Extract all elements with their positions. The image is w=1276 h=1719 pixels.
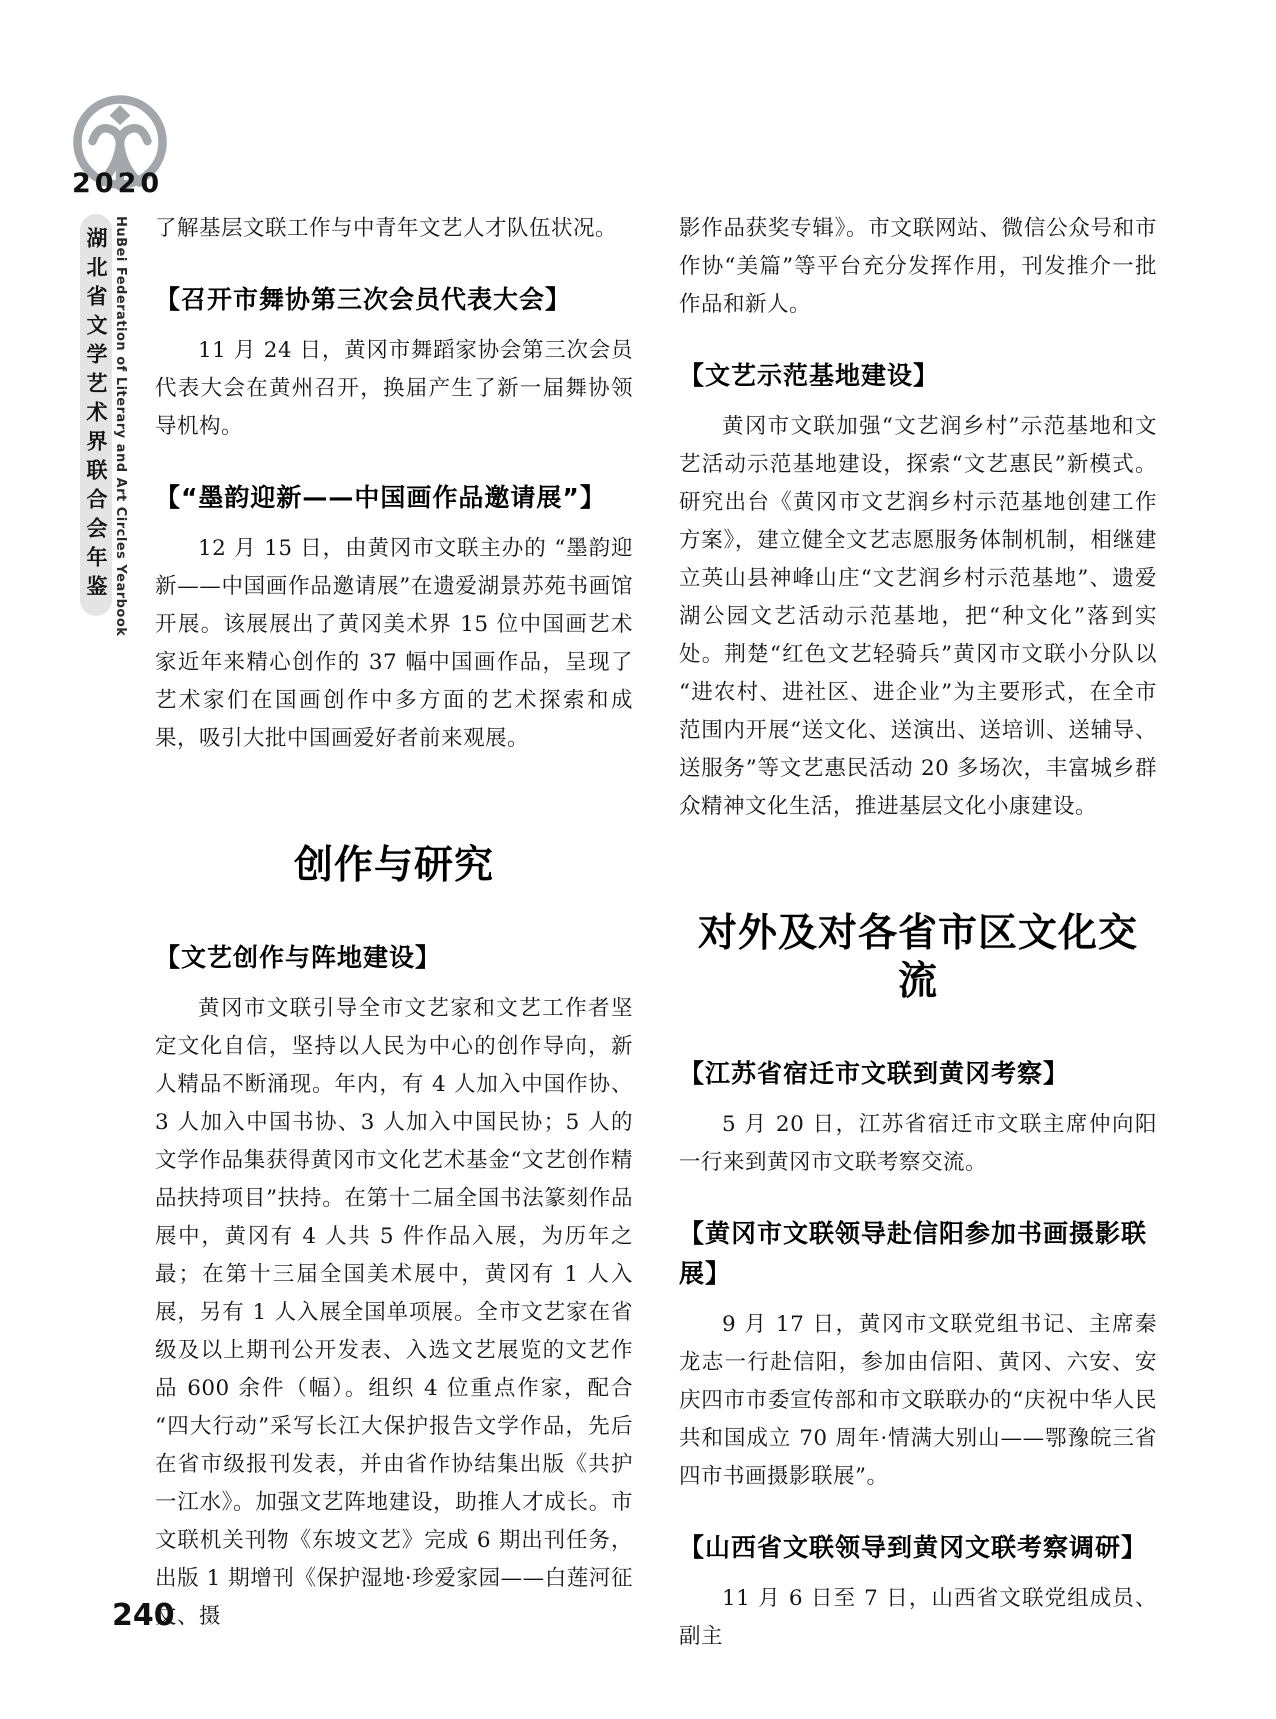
left-column — [155, 210, 633, 1636]
edition-year: 2020 — [72, 168, 164, 199]
body-paragraph: 12 月 15 日，由黄冈市文联主办的 “墨韵迎新——中国画作品邀请展”在遗爱湖景苏苑书画馆开展。该展展出了黄冈美术界 15 位中国画艺术家近年来精心创作的 37 幅中国画作品，呈现了艺术家们在国画创作中多方面的艺术探索和成果，吸引大批中国画爱好者前来观展。 — [155, 536, 633, 751]
entry-heading: 【黄冈市文联领导赴信阳参加书画摄影联展】 — [679, 1219, 1148, 1288]
entry-heading: 【文艺示范基地建设】 — [679, 361, 940, 390]
sidebar-title-cn: 湖北省文学艺术界联合会年鉴 — [80, 214, 112, 616]
section-title: 创作与研究 — [293, 843, 494, 888]
section-title: 对外及对各省市区文化交流 — [697, 911, 1138, 1004]
body-paragraph: 11 月 6 日至 7 日，山西省文联党组成员、副主 — [679, 1586, 1157, 1649]
entry-heading: 【山西省文联领导到黄冈文联考察调研】 — [679, 1533, 1148, 1562]
entry-heading: 【江苏省宿迁市文联到黄冈考察】 — [679, 1059, 1070, 1088]
body-paragraph: 黄冈市文联加强“文艺润乡村”示范基地和文艺活动示范基地建设，探索“文艺惠民”新模式。研究出台《黄冈市文艺润乡村示范基地创建工作方案》，建立健全文艺志愿服务体制机制，相继建立英山县神峰山庄“文艺润乡村示范基地”、遗爱湖公园文艺活动示范基地，把“种文化”落到实处。荆楚“红色文艺轻骑兵”黄冈市文联小分队以“进农村、进社区、进企业”为主要形式，在全市范围内开展“送文化、送演出、送培训、送辅导、送服务”等文艺惠民活动 20 多场次，丰富城乡群众精神文化生活，推进基层文化小康建设。 — [679, 414, 1157, 819]
entry-heading: 【“墨韵迎新——中国画作品邀请展”】 — [155, 483, 606, 512]
page-number: 240 — [112, 1598, 175, 1633]
body-paragraph: 影作品获奖专辑》。市文联网站、微信公众号和市作协“美篇”等平台充分发挥作用，刊发推介一批作品和新人。 — [679, 216, 1157, 317]
body-paragraph: 5 月 20 日，江苏省宿迁市文联主席仲向阳一行来到黄冈市文联考察交流。 — [679, 1112, 1157, 1175]
body-paragraph: 了解基层文联工作与中青年文艺人才队伍状况。 — [155, 216, 618, 241]
sidebar-title-en: HuBei Federation of Literary and Art Circles Yearbook — [113, 216, 128, 637]
entry-heading: 【召开市舞协第三次会员代表大会】 — [155, 285, 572, 314]
right-column — [679, 210, 1157, 1656]
body-paragraph: 9 月 17 日，黄冈市文联党组书记、主席秦龙志一行赴信阳，参加由信阳、黄冈、六安、安庆四市市委宣传部和市文联联办的“庆祝中华人民共和国成立 70 周年·情满大别山——鄂豫皖三省四市书画摄影联展”。 — [679, 1312, 1157, 1489]
body-paragraph: 黄冈市文联引导全市文艺家和文艺工作者坚定文化自信，坚持以人民为中心的创作导向，新人精品不断涌现。年内，有 4 人加入中国作协、3 人加入中国书协、3 人加入中国民协；5 人的文学作品集获得黄冈市文化艺术基金“文艺创作精品扶持项目”扶持。在第十二届全国书法篆刻作品展中，黄冈有 4 人共 5 件作品入展，为历年之最；在第十三届全国美术展中，黄冈有 1 人入展，另有 1 人入展全国单项展。全市文艺家在省级及以上期刊公开发表、入选文艺展览的文艺作品 600 余件（幅）。组织 4 位重点作家，配合“四大行动”采写长江大保护报告文学作品，先后在省市级报刊发表，并由省作协结集出版《共护一江水》。加强文艺阵地建设，助推人才成长。市文联机关刊物《东坡文艺》完成 6 期出刊任务，出版 1 期增刊《保护湿地·珍爱家园——白莲河征文、摄 — [155, 996, 633, 1629]
body-paragraph: 11 月 24 日，黄冈市舞蹈家协会第三次会员代表大会在黄州召开，换届产生了新一届舞协领导机构。 — [155, 338, 633, 439]
entry-heading: 【文艺创作与阵地建设】 — [155, 943, 442, 972]
